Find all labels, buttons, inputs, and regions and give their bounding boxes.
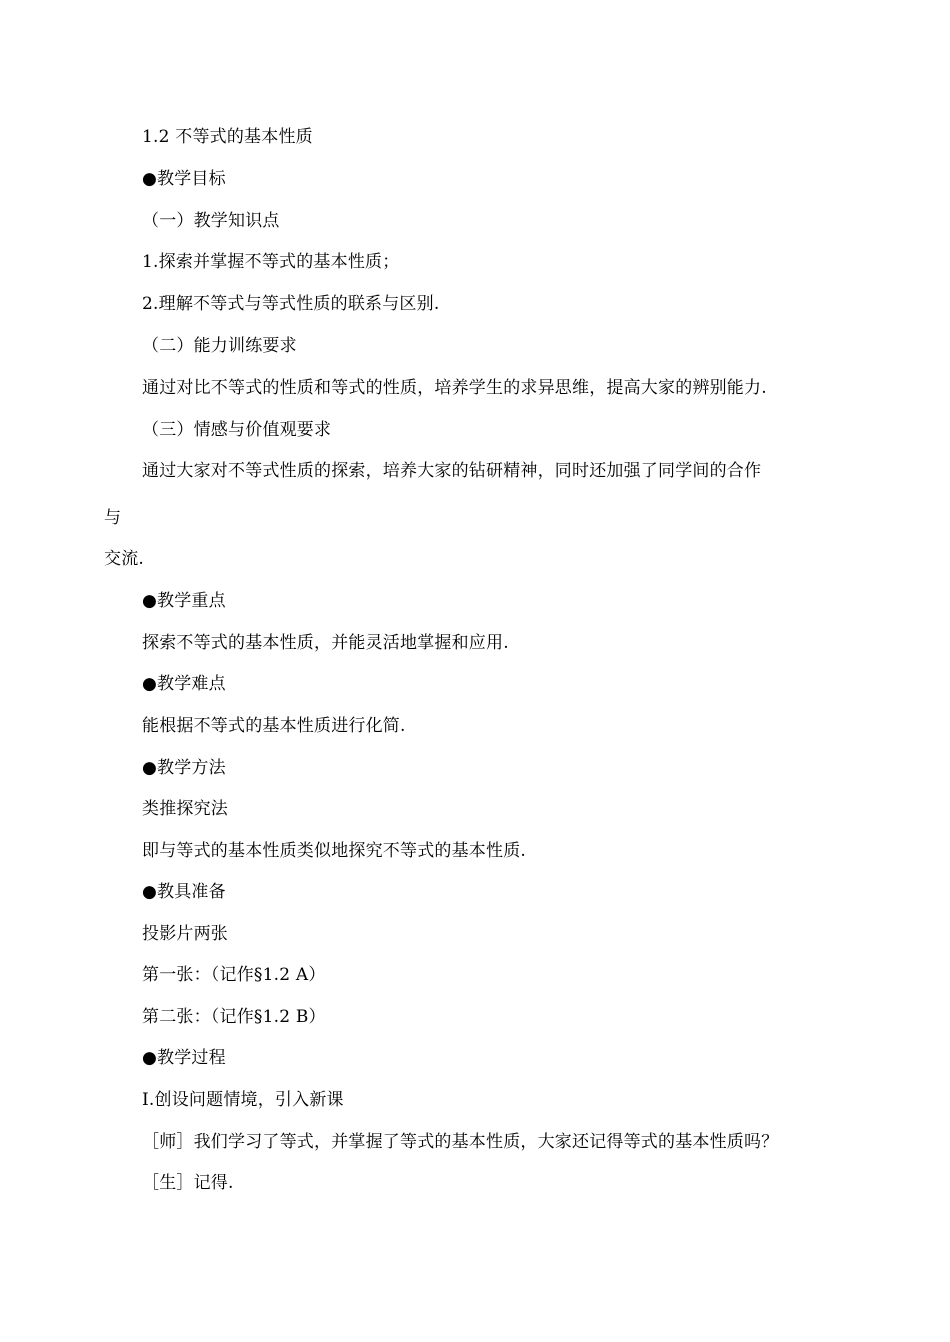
slide-2: 第二张：（记作§1.2 B） [142,1007,326,1027]
key-text: 探索不等式的基本性质，并能灵活地掌握和应用. [142,633,509,653]
ability-text: 通过对比不等式的性质和等式的性质，培养学生的求异思维，提高大家的辨别能力. [142,378,767,398]
method-heading: ●教学方法 [142,758,226,778]
emotion-text-line-1: 通过大家对不等式性质的探索，培养大家的钻研精神，同时还加强了同学间的合作 [142,461,762,481]
tools-heading: ●教具准备 [142,882,226,902]
method-text: 即与等式的基本性质类似地探究不等式的基本性质. [142,841,527,861]
emotion-text-line-3: 交流. [104,549,145,569]
knowledge-item-2: 2.理解不等式与等式性质的联系与区别. [142,294,440,314]
knowledge-heading: （一）教学知识点 [142,211,280,231]
key-heading: ●教学重点 [142,591,226,611]
slide-1: 第一张：（记作§1.2 A） [142,965,326,985]
knowledge-item-1: 1.探索并掌握不等式的基本性质； [142,252,400,272]
emotion-heading: （三）情感与价值观要求 [142,420,332,440]
teacher-line: ［师］我们学习了等式，并掌握了等式的基本性质，大家还记得等式的基本性质吗？ [142,1132,779,1152]
goals-heading: ●教学目标 [142,169,226,189]
process-heading: ●教学过程 [142,1048,226,1068]
section-title: 1.2 不等式的基本性质 [142,127,313,147]
method-name: 类推探究法 [142,799,228,819]
step-1: Ⅰ.创设问题情境，引入新课 [142,1090,344,1110]
student-line: ［生］记得. [142,1173,234,1193]
tools-text: 投影片两张 [142,924,228,944]
ability-heading: （二）能力训练要求 [142,336,297,356]
difficulty-text: 能根据不等式的基本性质进行化简. [142,716,406,736]
difficulty-heading: ●教学难点 [142,674,226,694]
emotion-text-line-2: 与 [104,508,122,528]
